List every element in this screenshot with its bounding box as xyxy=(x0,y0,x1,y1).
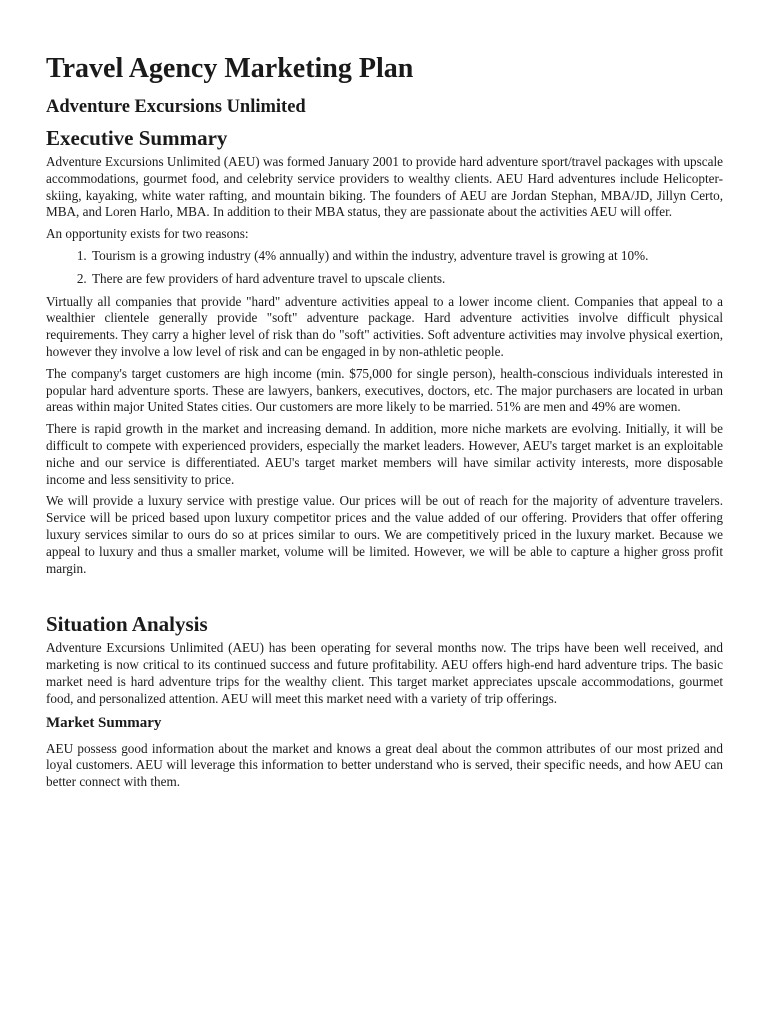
situation-analysis-paragraph-1: Adventure Excursions Unlimited (AEU) has been operating for several months now. The trips have been well received, and marketing is now critical to its continued success and future profitability. AEU offers high-end hard adventure trips. The basic market need is hard adventure trips for the wealthy client. This target market appreciates upscale accommodations, gourmet food, and personalized attention. AEU will meet this market need with a variety of trip offerings. xyxy=(46,640,723,706)
section-spacer xyxy=(46,582,723,610)
list-item: 2. There are few providers of hard adventure travel to upscale clients. xyxy=(90,271,723,288)
executive-summary-paragraph-6: We will provide a luxury service with prestige value. Our prices will be out of reach for the majority of adventure travelers. Service will be priced based upon luxury competitor prices and the value added of our offering. Providers that offer offering luxury services similar to ours do so at prices similar to ours. We are competitively priced in the luxury market. Because we appeal to luxury and thus a smaller market, volume will be limited. However, we will be able to capture a higher gross profit margin. xyxy=(46,493,723,576)
document-page xyxy=(46,52,723,796)
executive-summary-heading: Executive Summary xyxy=(46,126,228,150)
market-summary-heading: Market Summary xyxy=(46,714,162,731)
executive-summary-paragraph-5: There is rapid growth in the market and increasing demand. In addition, more niche markets are evolving. Initially, it will be difficult to compete with experienced providers, especially the market leaders. However, AEU's target market is an exploitable niche and our service is differentiated. AEU's target market members will have similar activity interests, more disposable income and less sensitivity to price. xyxy=(46,421,723,487)
market-summary-paragraph-1: AEU possess good information about the market and knows a great deal about the common attributes of our most prized and loyal customers. AEU will leverage this information to better understand who is served, their specific needs, and how AEU can better connect with them. xyxy=(46,740,723,790)
executive-summary-paragraph-3: Virtually all companies that provide "hard" adventure activities appeal to a lower income client. Companies that appeal to a wealthier clientele generally provide "soft" adventure package. Hard adventure activities involve difficult physical requirements. They carry a higher level of risk than do "soft" activities. Soft adventure activities may involve physical exertion, however they involve a low level of risk and can be engaged in by non-athletic people. xyxy=(46,293,723,359)
executive-summary-paragraph-1: Adventure Excursions Unlimited (AEU) was formed January 2001 to provide hard adventure sport/travel packages with upscale accommodations, gourmet food, and celebrity service providers to wealthy clients. AEU Hard adventures include Helicopter-skiing, kayaking, white water rafting, and mountain biking. The founders of AEU are Jordan Stephan, MBA/JD, Jillyn Certo, MBA, and Loren Harlo, MBA. In addition to their MBA status, they are passionate about the activities AEU will offer. xyxy=(46,154,723,220)
executive-summary-paragraph-2: An opportunity exists for two reasons: xyxy=(46,226,249,242)
executive-summary-paragraph-4: The company's target customers are high income (min. $75,000 for single person), health-conscious individuals interested in popular hard adventure sports. These are lawyers, bankers, executives, doctors, etc. The major purchasers are located in urban areas within major United States cities. Our customers are more likely to be married. 51% are men and 49% are women. xyxy=(46,365,723,415)
document-title: Travel Agency Marketing Plan xyxy=(46,53,414,84)
list-item: 1. Tourism is a growing industry (4% annually) and within the industry, adventure travel is growing at 10%. xyxy=(90,248,723,265)
opportunity-reasons-list xyxy=(46,248,723,288)
situation-analysis-heading: Situation Analysis xyxy=(46,612,208,637)
document-subtitle: Adventure Excursions Unlimited xyxy=(46,97,306,117)
